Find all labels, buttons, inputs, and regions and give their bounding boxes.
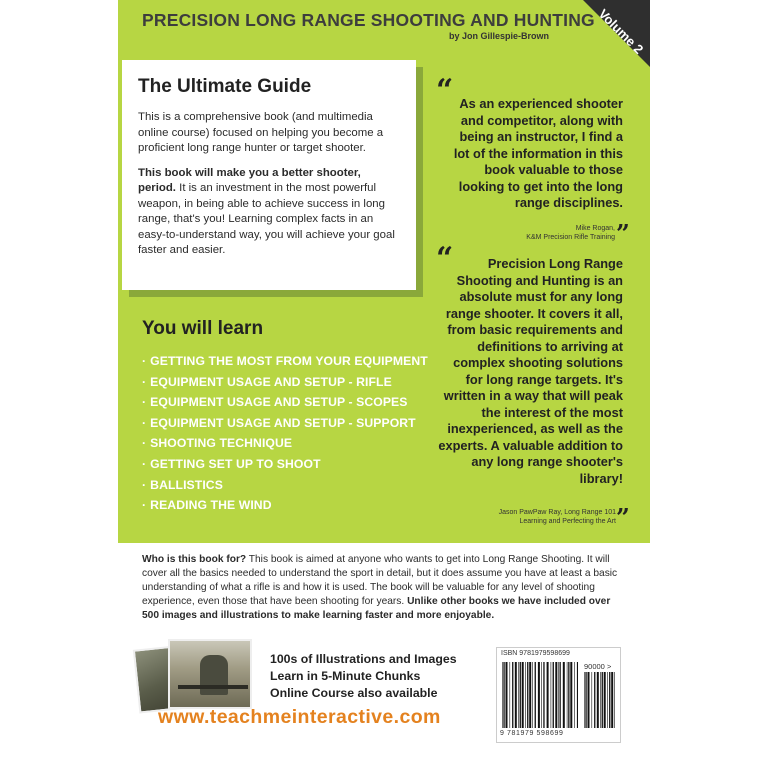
learn-topic-item — [142, 372, 428, 393]
bullet-icon: · — [142, 415, 147, 430]
bottom-panel — [118, 543, 650, 768]
testimonial-quote-1: As an experienced shooter and competitor, along with being an instructor, I find a lot of the information in this book valuable to those looking to get into the long range disciplines. — [453, 96, 623, 210]
guide-pitch-text — [138, 166, 400, 259]
learn-topic-item — [142, 351, 428, 372]
book-back-cover — [118, 0, 650, 768]
testimonial-author-1: Mike Rogan, — [575, 225, 615, 232]
who-is-this-for-text — [142, 553, 630, 623]
guide-title: The Ultimate Guide — [138, 76, 312, 97]
learn-topics-list — [142, 351, 428, 516]
website-link[interactable]: www.teachmeinteractive.com — [158, 706, 441, 728]
learn-topic-label: EQUIPMENT USAGE AND SETUP - SUPPORT — [150, 415, 416, 430]
rifle-shape — [178, 685, 248, 689]
feature-line-3: Online Course also available — [270, 686, 438, 700]
series-title: PRECISION LONG RANGE SHOOTING AND HUNTING — [142, 10, 595, 30]
learn-topic-label: EQUIPMENT USAGE AND SETUP - SCOPES — [150, 395, 408, 410]
testimonial-author-2: Jason PawPaw Ray, Long Range 101 — [498, 509, 616, 516]
isbn-barcode — [496, 647, 621, 743]
bullet-icon: · — [142, 498, 147, 513]
learn-topic-item — [142, 475, 428, 496]
feature-line-2: Learn in 5-Minute Chunks — [270, 669, 421, 683]
guide-intro-text: This is a comprehensive book (and multimedia online course) focused on helping you become a proficient long range hunter or target shooter. — [138, 111, 384, 154]
learn-topic-label: READING THE WIND — [150, 498, 272, 513]
learn-topic-item — [142, 454, 428, 475]
barcode-digits: 9 781979 598699 — [500, 730, 564, 737]
learn-topic-item — [142, 413, 428, 434]
open-quote-icon: “ — [436, 73, 454, 108]
learn-topic-label: SHOOTING TECHNIQUE — [150, 436, 293, 451]
testimonial-attribution-2 — [448, 508, 616, 526]
feature-line-1: 100s of Illustrations and Images — [270, 652, 457, 666]
author-byline: by Jon Gillespie-Brown — [449, 31, 550, 41]
testimonial-affiliation-2: Learning and Perfecting the Art — [519, 518, 616, 525]
testimonial-affiliation-1: K&M Precision Rifle Training — [526, 234, 615, 241]
close-quote-icon: ” — [616, 219, 630, 248]
learn-topic-label: BALLISTICS — [150, 477, 223, 492]
bullet-icon: · — [142, 354, 147, 368]
testimonial-attribution-1 — [458, 224, 615, 242]
shooter-figure — [200, 655, 228, 695]
learn-topic-item — [142, 495, 428, 516]
ultimate-guide-panel — [122, 60, 416, 290]
sample-photo-shooter — [168, 639, 252, 709]
barcode-addon-bars — [584, 672, 616, 728]
price-code: 90000 > — [584, 662, 612, 671]
volume-badge: Volume 2 — [595, 6, 647, 57]
close-quote-icon: ” — [616, 503, 630, 532]
who-body: This book is aimed at anyone who wants to get into Long Range Shooting. It will cover all the basics needed to understand the sport in detail, but it does assume you have at least a basic understanding of what a rifle is and how it is used. The book will be valuable for any level of shooting experience, even those that have been shooting for years. — [142, 554, 618, 607]
learn-topic-item — [142, 433, 428, 454]
bullet-icon: · — [142, 395, 147, 410]
book-sample-photos — [132, 639, 252, 713]
open-quote-icon: “ — [436, 241, 454, 276]
bullet-icon: · — [142, 456, 147, 471]
guide-pitch-bold: This book will make you a better shooter, period. — [138, 166, 361, 194]
who-closing: Unlike other books we have included over 500 images and illustrations to make learning faster and more enjoyable. — [142, 596, 611, 621]
learn-topic-label: GETTING THE MOST FROM YOUR EQUIPMENT — [150, 354, 428, 368]
bullet-icon: · — [142, 477, 147, 492]
bullet-icon: · — [142, 374, 147, 389]
isbn-text: ISBN 9781979598699 — [501, 650, 570, 657]
testimonial-quote-2: Precision Long Range Shooting and Hunting is an absolute must for any long range shooter. It covers it all, from basic requirements and definitions to arriving at complex shooting solutions for long range targets. It's written in a way that will peak the interest of the most inexperienced, as well as the experts. A valuable addition to any long range shooter's library! — [438, 256, 623, 486]
barcode-main-bars — [502, 662, 578, 728]
learn-title: You will learn — [142, 318, 264, 339]
learn-topic-label: EQUIPMENT USAGE AND SETUP - RIFLE — [150, 374, 392, 389]
learn-topic-item — [142, 392, 428, 413]
learn-topic-label: GETTING SET UP TO SHOOT — [150, 456, 321, 471]
bullet-icon: · — [142, 436, 147, 451]
who-lead: Who is this book for? — [142, 554, 247, 565]
guide-pitch-rest: It is an investment in the most powerful weapon, in being able to achieve success in long range, that's you! Learning complex facts in an easy-to-understand way, you will achieve your goal faster and easier. — [138, 182, 395, 256]
